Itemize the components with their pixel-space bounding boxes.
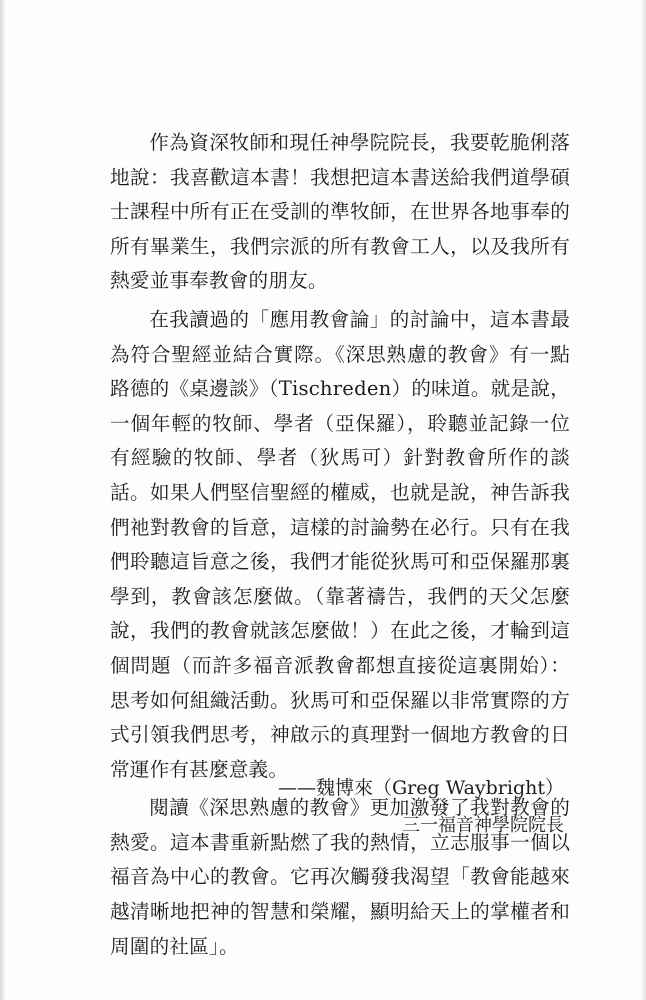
signature-name: ——魏博來（Greg Waybright） <box>277 777 564 799</box>
endorsement-paragraph-1: 作為資深牧師和現任神學院院長，我要乾脆俐落地說：我喜歡這本書！我想把這本書送給我們道學碩士課程中所有正在受訓的準牧師，在世界各地事奉的所有畢業生，我們宗派的所有教會工人，以及我所有熱愛並事奉教會的朋友。 <box>110 131 570 293</box>
endorsement-signature <box>278 773 564 841</box>
scan-shadow-right <box>641 0 646 1000</box>
endorsement-paragraph-3: 閱讀《深思熟慮的教會》更加激發了我對教會的熱愛。這本書重新點燃了我的熱情，立志服事一個以福音為中心的教會。它再次觸發我渴望「教會能越來越清晰地把神的智慧和榮耀，顯明給天上的掌權者和周圍的社區」。 <box>110 796 570 958</box>
signature-title: 三一福音神學院院長 <box>402 815 564 836</box>
endorsement-body <box>110 126 570 968</box>
scan-shadow-left <box>0 0 6 1000</box>
endorsement-paragraph-2: 在我讀過的「應用教會論」的討論中，這本書最為符合聖經並結合實際。《深思熟慮的教會》有一點路德的《桌邊談》（Tischreden）的味道。就是說，一個年輕的牧師、學者（亞保羅），聆聽並記錄一位有經驗的牧師、學者（狄馬可）針對教會所作的談話。如果人們堅信聖經的權威，也就是說，神告訴我們祂對教會的旨意，這樣的討論勢在必行。只有在我們聆聽這旨意之後，我們才能從狄馬可和亞保羅那裏學到，教會該怎麼做。（靠著禱告，我們的天父怎麼說，我們的教會就該怎麼做！）在此之後，才輪到這個問題（而許多福音派教會都想直接從這裏開始）：思考如何組織活動。狄馬可和亞保羅以非常實際的方式引領我們思考，神啟示的真理對一個地方教會的日常運作有甚麼意義。 <box>110 307 570 781</box>
